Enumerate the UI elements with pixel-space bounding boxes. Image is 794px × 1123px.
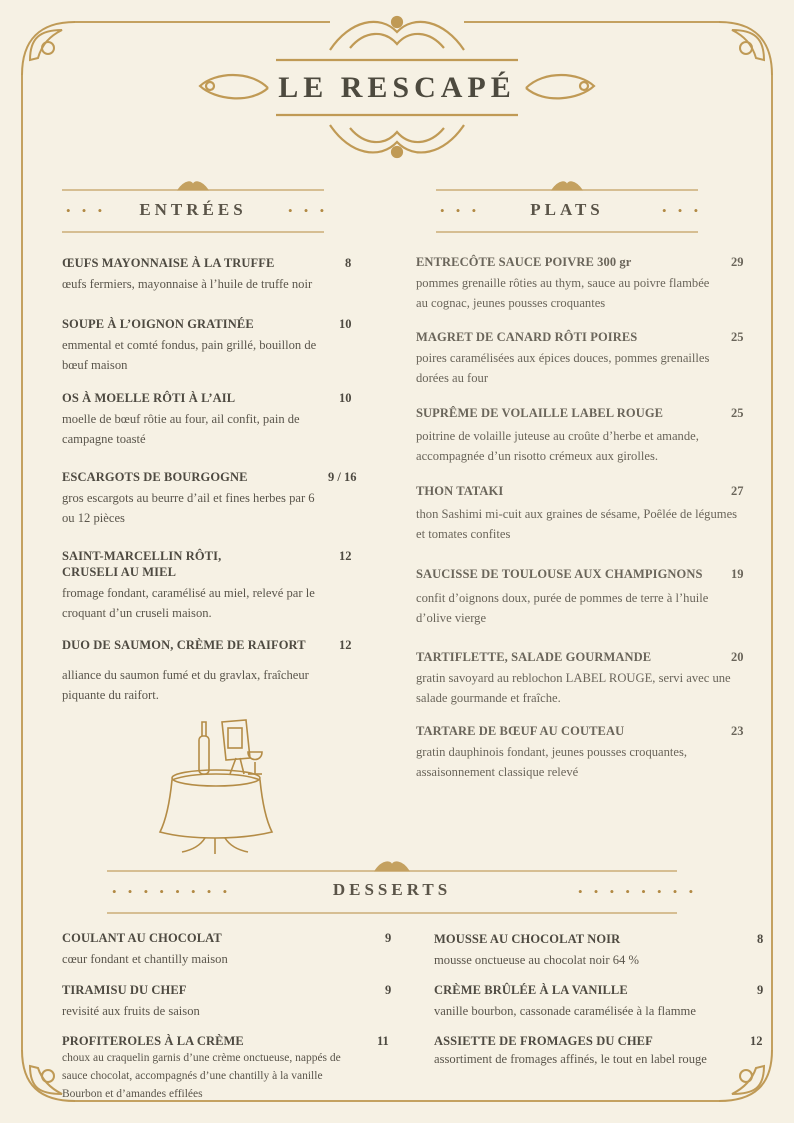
menu-item (416, 254, 716, 313)
item-price: 9 (385, 931, 392, 945)
item-price: 19 (731, 567, 744, 581)
section-title-entrees: ENTRÉES (139, 200, 247, 219)
item-price: 12 (339, 549, 352, 563)
item-price: 11 (377, 1034, 389, 1048)
item-description: thon Sashimi mi-cuit aux graines de sésame, Poêlée de légumes et tomates confites (416, 507, 738, 541)
item-description: confit d’oignons doux, purée de pommes de terre à l’huile d’olive vierge (416, 591, 709, 625)
item-description: revisité aux fruits de saison (62, 1004, 200, 1018)
item-name: ENTRECÔTE SAUCE POIVRE 300 gr (416, 255, 632, 269)
item-price: 9 (385, 983, 392, 997)
item-price: 25 (731, 330, 744, 344)
menu-item (416, 723, 756, 782)
menu-item (62, 548, 330, 623)
item-price: 8 (345, 256, 352, 270)
decorative-dots: • • • • • • • • (112, 884, 232, 899)
item-name: CRÈME BRÛLÉE À LA VANILLE (434, 983, 628, 997)
item-price: 10 (339, 317, 352, 331)
item-price: 9 (757, 983, 764, 997)
menu-item (62, 930, 372, 969)
item-name: SOUPE À L’OIGNON GRATINÉE (62, 317, 254, 331)
menu-item (434, 931, 744, 970)
menu-item (62, 637, 330, 705)
menu-item (62, 316, 330, 375)
item-description: mousse onctueuse au chocolat noir 64 % (434, 953, 639, 967)
decorative-dots: • • • (662, 203, 703, 218)
menu-item (416, 329, 716, 388)
item-name: ASSIETTE DE FROMAGES DU CHEF (434, 1034, 653, 1048)
item-description: gratin savoyard au reblochon LABEL ROUGE, servi avec une salade gourmande et fraîche. (416, 671, 731, 705)
menu-item (416, 649, 756, 708)
item-name: MOUSSE AU CHOCOLAT NOIR (434, 932, 621, 946)
section-title-desserts: DESSERTS (332, 880, 452, 899)
item-name: PROFITEROLES À LA CRÈME (62, 1034, 244, 1048)
item-price: 8 (757, 932, 764, 946)
menu-item (62, 982, 372, 1021)
item-name: SAUCISSE DE TOULOUSE AUX CHAMPIGNONS (416, 567, 703, 581)
item-description: poitrine de volaille juteuse au croûte d’herbe et amande, accompagnée d’un risotto crémeux aux girolles. (416, 429, 699, 463)
item-name: TIRAMISU DU CHEF (62, 983, 187, 997)
item-name: ESCARGOTS DE BOURGOGNE (62, 470, 248, 484)
item-description: assortiment de fromages affinés, le tout en label rouge (434, 1052, 707, 1066)
item-name: OS À MOELLE RÔTI À L’AIL (62, 391, 236, 405)
decorative-dots: • • • • • • • • (578, 884, 698, 899)
menu-item (62, 1033, 362, 1103)
item-description: œufs fermiers, mayonnaise à l’huile de truffe noir (62, 277, 313, 291)
item-description: pommes grenaille rôties au thym, sauce au poivre flambée au cognac, jeunes pousses croquantes (416, 276, 710, 310)
section-title-plats: PLATS (530, 200, 604, 219)
menu-item (416, 483, 746, 544)
restaurant-title: LE RESCAPÉ (278, 71, 516, 104)
item-price: 10 (339, 391, 352, 405)
decorative-dots: • • • (66, 203, 107, 218)
item-price: 12 (339, 638, 352, 652)
item-description: poires caramélisées aux épices douces, pommes grenailles dorées au four (416, 351, 710, 385)
item-price: 27 (731, 484, 744, 498)
menu-item (62, 255, 362, 294)
item-description: alliance du saumon fumé et du gravlax, fraîcheur piquante du raifort. (62, 668, 309, 702)
item-name: MAGRET DE CANARD RÔTI POIRES (416, 330, 638, 344)
item-name: THON TATAKI (416, 484, 504, 498)
menu-item (434, 1033, 764, 1069)
item-name: SAINT-MARCELLIN RÔTI, CRUSELI AU MIEL (62, 549, 222, 579)
menu-item (416, 566, 726, 628)
item-price: 25 (731, 406, 744, 420)
item-description: gros escargots au beurre d’ail et fines herbes par 6 ou 12 pièces (62, 491, 315, 525)
item-name: ŒUFS MAYONNAISE À LA TRUFFE (62, 256, 275, 270)
item-name: TARTARE DE BŒUF AU COUTEAU (416, 724, 625, 738)
item-name: SUPRÊME DE VOLAILLE LABEL ROUGE (416, 406, 664, 420)
menu-item (434, 982, 764, 1021)
item-description: emmental et comté fondus, pain grillé, bouillon de bœuf maison (62, 338, 317, 372)
item-name: COULANT AU CHOCOLAT (62, 931, 222, 945)
item-description: vanille bourbon, cassonade caramélisée à la flamme (434, 1004, 696, 1018)
menu-item (62, 469, 330, 528)
menu-item (62, 390, 330, 449)
item-description: choux au craquelin garnis d’une crème onctueuse, nappés de sauce chocolat, accompagnés d’une chantilly à la vanille Bourbon et d’amandes effilées (62, 1052, 341, 1100)
item-price: 9 / 16 (328, 470, 357, 484)
item-description: moelle de bœuf rôtie au four, ail confit, pain de campagne toasté (62, 412, 300, 446)
item-price: 29 (731, 255, 744, 269)
bistro-table-illustration (160, 720, 272, 854)
item-price: 23 (731, 724, 744, 738)
item-description: cœur fondant et chantilly maison (62, 952, 228, 966)
item-price: 20 (731, 650, 744, 664)
item-name: DUO DE SAUMON, CRÈME DE RAIFORT (62, 638, 306, 652)
item-price: 12 (750, 1034, 763, 1048)
item-name: TARTIFLETTE, SALADE GOURMANDE (416, 650, 652, 664)
decorative-dots: • • • (440, 203, 481, 218)
item-description: fromage fondant, caramélisé au miel, relevé par le croquant d’un cruseli maison. (62, 586, 315, 620)
menu-item (416, 405, 756, 466)
item-description: gratin dauphinois fondant, jeunes pousses croquantes, assaisonnement classique relevé (416, 745, 688, 779)
decorative-dots: • • • (288, 203, 329, 218)
